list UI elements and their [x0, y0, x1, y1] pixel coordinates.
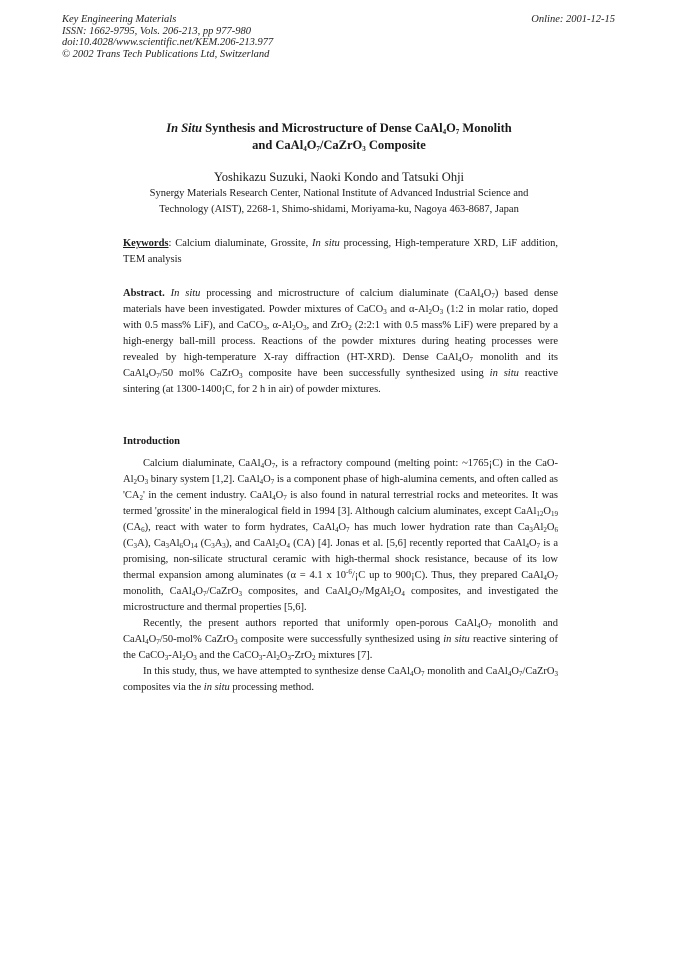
copyright-line: © 2002 Trans Tech Publications Ltd, Switzerland: [62, 48, 270, 60]
journal-name: Key Engineering Materials: [62, 14, 177, 25]
abstract: Abstract. In situ processing and microstructure of calcium dialuminate $(CaAl_4O_7)$ based dense materials have been investigated. Powder mixtures of CaCO$_3$ and $\alpha-Al_2O_3$ (1:2 in molar ratio, doped with 0.5 mass% LiF), and CaCO$_3$, $\alpha-Al_2O_3$, and ZrO$_2$ (2:2:1 with 0.5 mass% LiF) were prepared by a high-energy ball-mill process. Reactions of the powder mixtures during heating processes were revealed by high-temperature X-ray diffraction (HT-XRD). Dense $CaAl_4O_7$ monolith and its $CaAl_4O_7/50$ mol% CaZrO$_3$ composite have been successfully synthesized using in situ reactive sintering (at 1300-1400¡C, for 2 h in air) of powder mixtures.: [123, 288, 559, 395]
doi-link[interactable]: doi:10.4028/www.scientific.net/KEM.206-213.977: [62, 37, 274, 48]
journal-header: [62, 14, 273, 60]
online-date: Online: 2001-12-15: [531, 14, 615, 25]
intro-paragraph-3: In this study, thus, we have attempted to synthesize dense $CaAl_4O_7$ monolith and $CaAl_4O_7/CaZrO_3$ composites via the in situ processing method.: [123, 666, 558, 693]
introduction-body: [123, 456, 558, 696]
issn-line: ISSN: 1662-9795, Vols. 206-213, pp 977-980: [62, 25, 251, 37]
affiliation: Synergy Materials Research Center, National Institute of Advanced Industrial Science and Technology (AIST), 2268-1, Shimo-shidami, Moriyama-ku, Nagoya 463-8687, Japan: [149, 188, 529, 215]
abstract-label: Abstract.: [123, 288, 165, 299]
section-heading-introduction: Introduction: [123, 436, 180, 447]
keywords: Keywords: Calcium dialuminate, Grossite, In situ processing, High-temperature XRD, LiF addition, TEM analysis: [123, 238, 558, 265]
author-list: Yoshikazu Suzuki, Naoki Kondo and Tatsuki Ohji: [213, 170, 465, 184]
intro-paragraph-1: Calcium dialuminate, $CaAl_4O_7$, is a refractory compound (melting point: ~1765¡C) in the CaO-$Al_2O_3$ binary system [1,2]. $CaAl_4O_7$ is a component phase of high-alumina cements, and often called as '$CA_2$' in the cement industry. $CaAl_4O_7$ is also found in natural terrestrial rocks and meteorites. It was termed 'grossite' in the mineralogical field in 1994 [3]. Although calcium aluminates, except $CaAl_{12}O_{19}$ $(CA_6)$, react with water to form hydrates, $CaAl_4O_7$ has much lower hydration rate than $Ca_3Al_2O_6$ $(C_3A)$, $Ca_3Al_6O_{14}$ $(C_3A_3)$, and $CaAl_2O_4$ (CA) [4]. Jonas et al. [5,6] recently reported that $CaAl_4O_7$ is a promising, non-silicate structural ceramic with high-thermal shock resistance, because of its low thermal expansion among aluminates (α = 4.1 x $10^{-6}/¡C$ up to 900¡C). Thus, they prepared $CaAl_4O_7$ monolith, $CaAl_4O_7/CaZrO_3$ composites, and $CaAl_4O_7/MgAl_2O_4$ composites, and investigated the microstructure and thermal properties [5,6].: [123, 458, 558, 613]
paper-title: In Situ Synthesis and Microstructure of Dense $CaAl_4O_7$ Monolith and $CaAl_4O_7/CaZrO_3$ Composite: [166, 121, 512, 153]
keywords-label: Keywords: [123, 238, 169, 249]
intro-paragraph-2: Recently, the present authors reported that uniformly open-porous $CaAl_4O_7$ monolith and $CaAl_4O_7/50-mol\%$ CaZrO$_3$ composite were successfully synthesized using in situ reactive sintering of the $CaCO_3-Al_2O_3$ and the $CaCO_3-Al_2O_3-ZrO_2$ mixtures [7].: [123, 618, 558, 662]
